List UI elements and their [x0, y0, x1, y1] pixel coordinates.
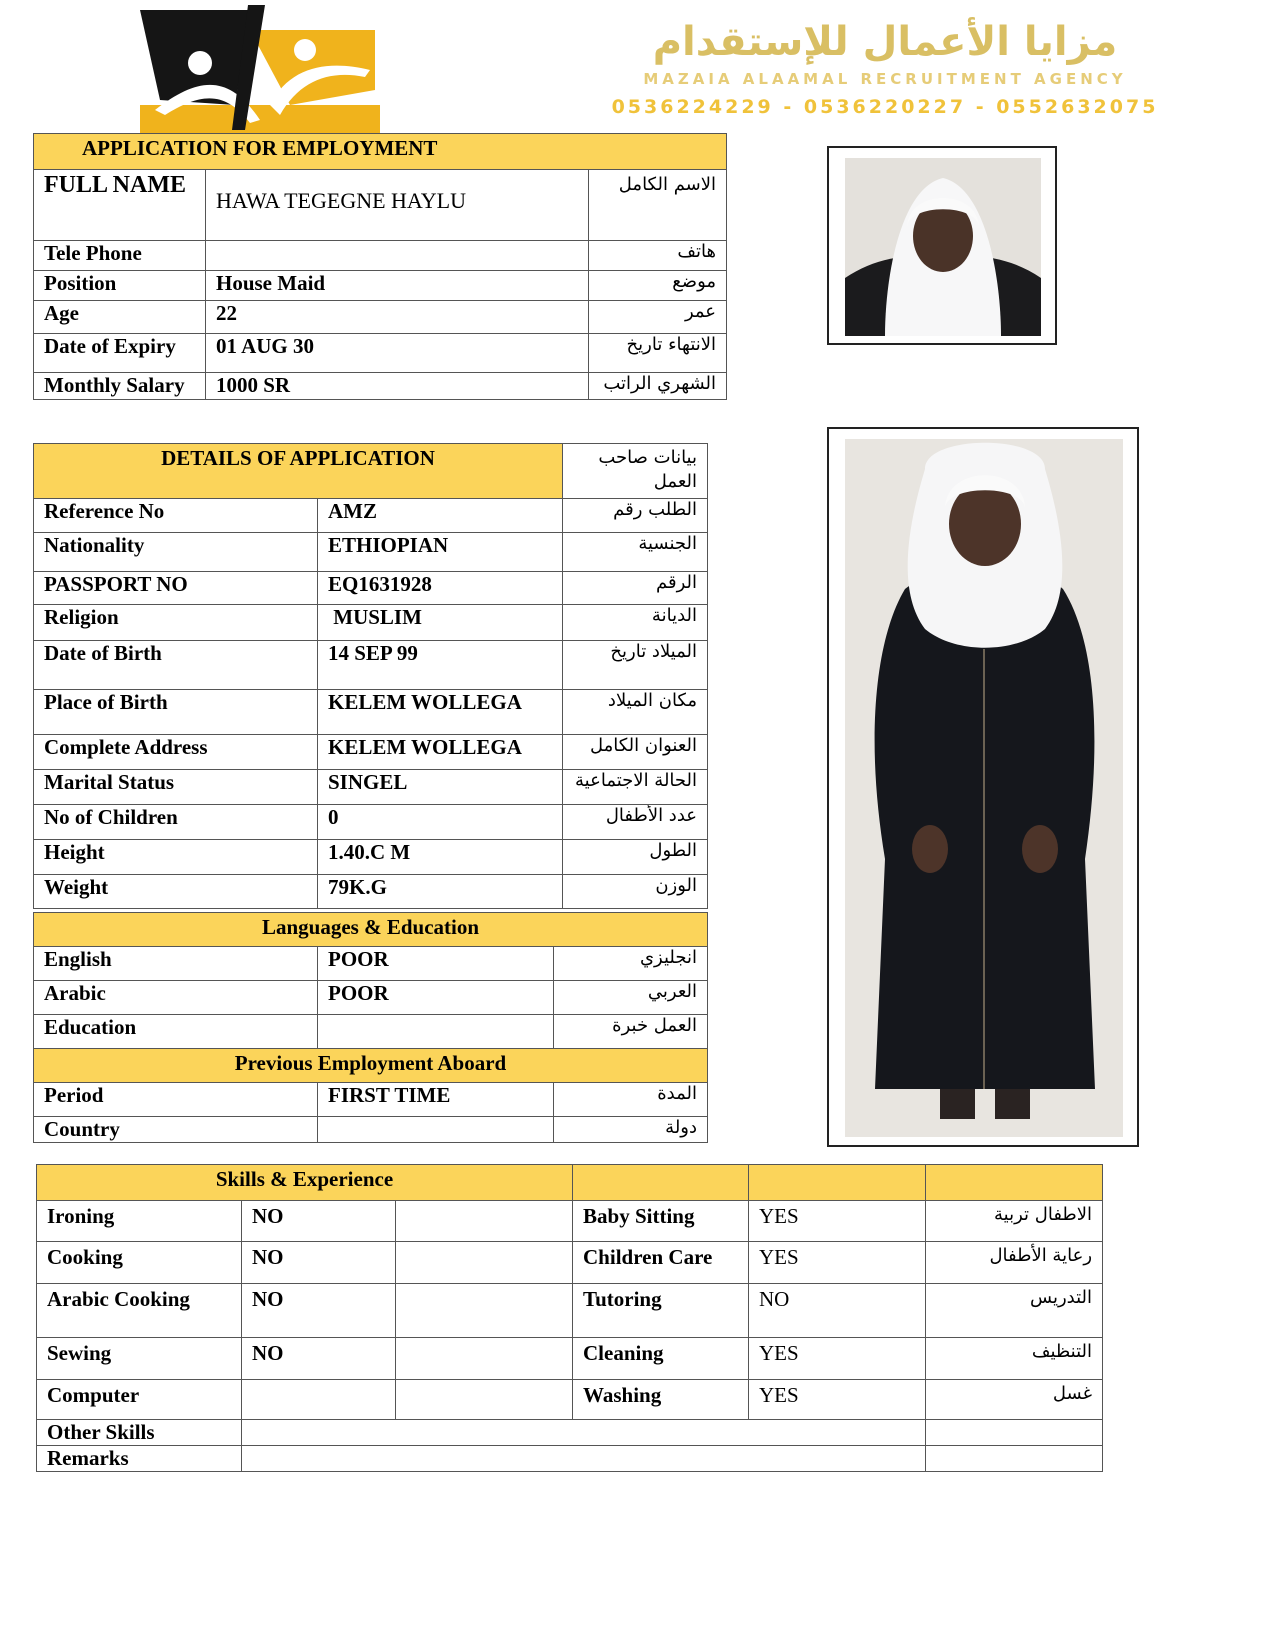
detail-value: 0: [318, 805, 563, 840]
previous-label: Period: [34, 1083, 318, 1117]
skill-label: Sewing: [37, 1338, 242, 1380]
detail-label: Date of Birth: [34, 641, 318, 690]
skill-label: Computer: [37, 1380, 242, 1420]
skill-label: Arabic Cooking: [37, 1284, 242, 1338]
expiry-label: Date of Expiry: [34, 334, 206, 373]
detail-label-ar: عدد الأطفال: [563, 805, 708, 840]
education-value: [318, 1015, 554, 1049]
agency-logo: [140, 5, 380, 135]
detail-value: MUSLIM: [318, 605, 563, 641]
details-title-ar: بيانات صاحب العمل: [563, 444, 708, 499]
detail-value: AMZ: [318, 499, 563, 533]
telephone-label-ar: هاتف: [589, 241, 727, 271]
detail-label-ar: الطول: [563, 840, 708, 875]
education-label-ar: العمل خبرة: [554, 1015, 708, 1049]
skill-value: YES: [749, 1380, 926, 1420]
detail-label-ar: الجنسية: [563, 533, 708, 572]
age-label-ar: عمر: [589, 301, 727, 334]
education-label: Education: [34, 1015, 318, 1049]
previous-label-ar: المدة: [554, 1083, 708, 1117]
other-skills-value: [242, 1420, 926, 1446]
previous-label-ar: دولة: [554, 1117, 708, 1143]
portrait-image: [845, 158, 1041, 336]
telephone-value: [206, 241, 589, 271]
skill-label: Washing: [573, 1380, 749, 1420]
skill-label-ar: التدريس: [926, 1284, 1103, 1338]
full-body-photo: [827, 427, 1139, 1147]
skill-label-ar: الاطفال تربية: [926, 1201, 1103, 1242]
remarks-label: Remarks: [37, 1446, 242, 1472]
skill-label-ar: رعاية الأطفال: [926, 1242, 1103, 1284]
detail-value: EQ1631928: [318, 572, 563, 605]
agency-name-arabic: مزايا الأعمال للإستقدام: [652, 19, 1118, 65]
skill-value: NO: [242, 1284, 396, 1338]
detail-label-ar: الحالة الاجتماعية: [563, 770, 708, 805]
other-skills-label: Other Skills: [37, 1420, 242, 1446]
detail-value: SINGEL: [318, 770, 563, 805]
salary-label: Monthly Salary: [34, 373, 206, 400]
detail-value: 14 SEP 99: [318, 641, 563, 690]
agency-name-english: MAZAIA ALAAMAL RECRUITMENT AGENCY: [643, 70, 1127, 88]
skill-value: NO: [242, 1338, 396, 1380]
previous-employment-title: Previous Employment Aboard: [34, 1049, 708, 1083]
full-name-label-ar: الاسم الكامل: [589, 170, 727, 241]
language-label-ar: انجليزي: [554, 947, 708, 981]
skill-empty-cell: [396, 1338, 573, 1380]
remarks-value: [242, 1446, 926, 1472]
position-value: House Maid: [206, 271, 589, 301]
skills-header-cell: [926, 1165, 1103, 1201]
language-label: Arabic: [34, 981, 318, 1015]
previous-value: FIRST TIME: [318, 1083, 554, 1117]
skill-label: Baby Sitting: [573, 1201, 749, 1242]
skill-empty-cell: [396, 1380, 573, 1420]
skill-value: NO: [749, 1284, 926, 1338]
other-skills-extra: [926, 1420, 1103, 1446]
skill-empty-cell: [396, 1242, 573, 1284]
language-label-ar: العربي: [554, 981, 708, 1015]
detail-value: 1.40.C M: [318, 840, 563, 875]
telephone-label: Tele Phone: [34, 241, 206, 271]
age-label: Age: [34, 301, 206, 334]
detail-label-ar: العنوان الكامل: [563, 735, 708, 770]
language-value: POOR: [318, 947, 554, 981]
detail-label-ar: الميلاد تاريخ: [563, 641, 708, 690]
skill-value: NO: [242, 1201, 396, 1242]
agency-phones: 0536224229 - 0536220227 - 0552632075: [611, 96, 1159, 118]
skill-label: Ironing: [37, 1201, 242, 1242]
languages-table: [33, 912, 708, 1143]
detail-value: 79K.G: [318, 875, 563, 909]
skill-label: Children Care: [573, 1242, 749, 1284]
detail-label: Height: [34, 840, 318, 875]
skill-label-ar: غسل: [926, 1380, 1103, 1420]
details-title: DETAILS OF APPLICATION: [34, 444, 563, 499]
position-label: Position: [34, 271, 206, 301]
detail-label-ar: الديانة: [563, 605, 708, 641]
remarks-extra: [926, 1446, 1103, 1472]
detail-label: Reference No: [34, 499, 318, 533]
application-table: [33, 133, 727, 400]
detail-label: Marital Status: [34, 770, 318, 805]
skill-label-ar: التنظيف: [926, 1338, 1103, 1380]
languages-title: Languages & Education: [34, 913, 708, 947]
detail-label: Nationality: [34, 533, 318, 572]
skill-empty-cell: [396, 1201, 573, 1242]
full-name-label: FULL NAME: [34, 170, 206, 241]
expiry-label-ar: الانتهاء تاريخ: [589, 334, 727, 373]
detail-label-ar: الرقم: [563, 572, 708, 605]
detail-value: ETHIOPIAN: [318, 533, 563, 572]
skill-value: NO: [242, 1242, 396, 1284]
detail-label: PASSPORT NO: [34, 572, 318, 605]
agency-branding: [540, 18, 1230, 128]
salary-value: 1000 SR: [206, 373, 589, 400]
detail-label-ar: الوزن: [563, 875, 708, 909]
expiry-value: 01 AUG 30: [206, 334, 589, 373]
skill-value: YES: [749, 1242, 926, 1284]
full-body-image: [845, 439, 1123, 1137]
detail-value: KELEM WOLLEGA: [318, 735, 563, 770]
language-label: English: [34, 947, 318, 981]
detail-label-ar: مكان الميلاد: [563, 690, 708, 735]
detail-label: No of Children: [34, 805, 318, 840]
previous-label: Country: [34, 1117, 318, 1143]
salary-label-ar: الشهري الراتب: [589, 373, 727, 400]
portrait-photo: [827, 146, 1057, 345]
detail-label: Complete Address: [34, 735, 318, 770]
language-value: POOR: [318, 981, 554, 1015]
position-label-ar: موضع: [589, 271, 727, 301]
skills-title: Skills & Experience: [37, 1165, 573, 1201]
skills-header-cell: [573, 1165, 749, 1201]
skill-label: Cleaning: [573, 1338, 749, 1380]
full-name-value: HAWA TEGEGNE HAYLU: [206, 170, 589, 241]
skill-empty-cell: [396, 1284, 573, 1338]
skill-label: Cooking: [37, 1242, 242, 1284]
skills-table: [36, 1164, 1103, 1472]
detail-label-ar: الطلب رقم: [563, 499, 708, 533]
details-table: [33, 443, 708, 909]
detail-label: Weight: [34, 875, 318, 909]
skill-value: YES: [749, 1338, 926, 1380]
skill-value: YES: [749, 1201, 926, 1242]
age-value: 22: [206, 301, 589, 334]
skill-value: [242, 1380, 396, 1420]
previous-value: [318, 1117, 554, 1143]
detail-label: Religion: [34, 605, 318, 641]
detail-value: KELEM WOLLEGA: [318, 690, 563, 735]
detail-label: Place of Birth: [34, 690, 318, 735]
application-title: APPLICATION FOR EMPLOYMENT: [34, 134, 727, 170]
skills-header-cell: [749, 1165, 926, 1201]
skill-label: Tutoring: [573, 1284, 749, 1338]
